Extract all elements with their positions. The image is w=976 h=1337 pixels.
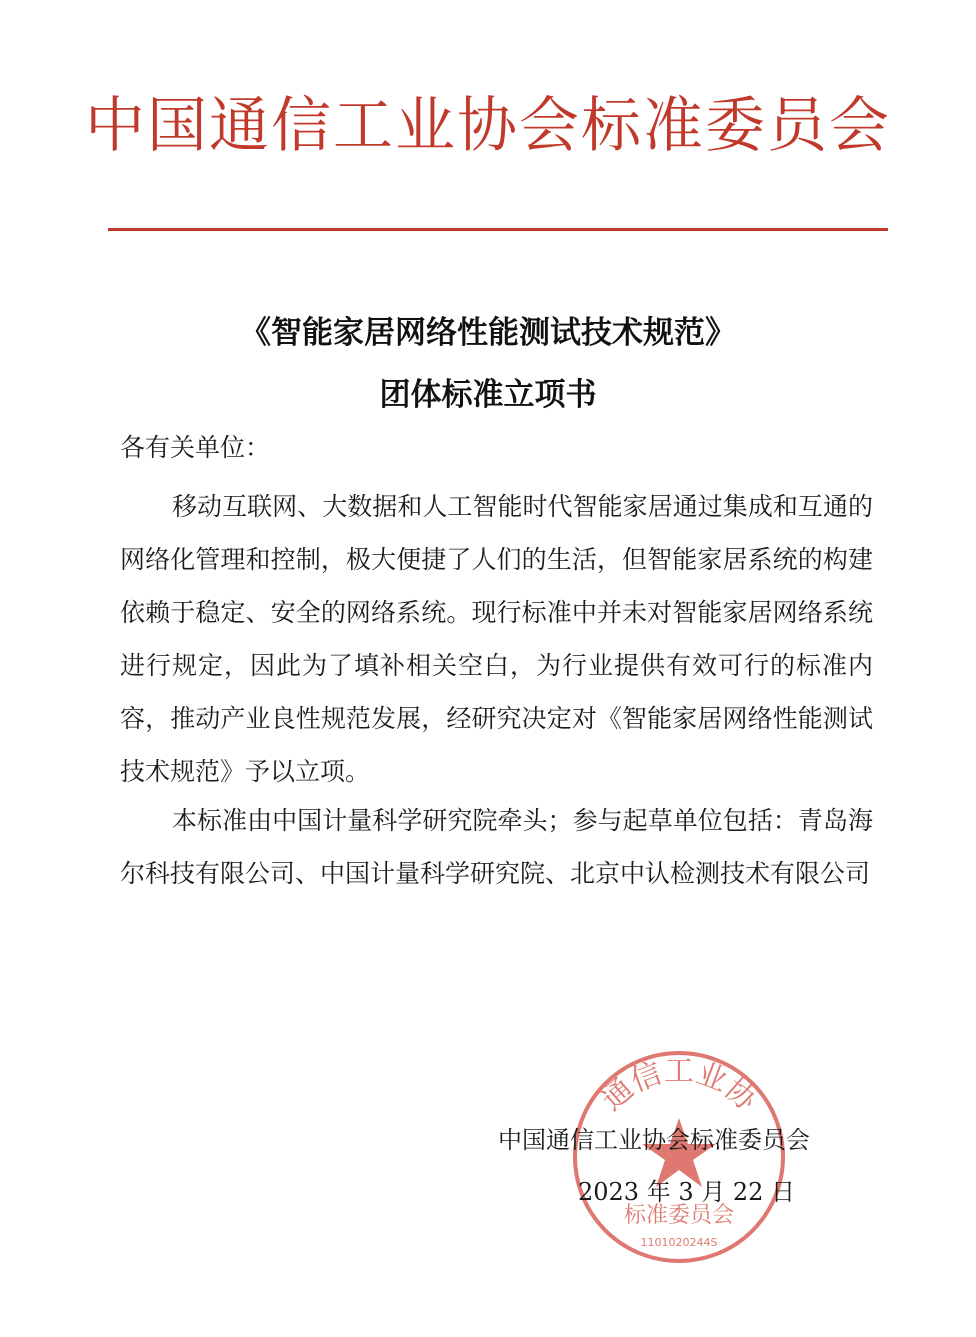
salutation: 各有关单位： [120,433,271,462]
body-paragraph: 本标准由中国计量科学研究院牵头；参与起草单位包括：青岛海尔科技有限公司、中国计量科学研究院、北京中认检测技术有限公司 [120,806,873,888]
signature-organization: 中国通信工业协会标准委员会 [498,1126,810,1154]
document-title: 《智能家居网络性能测试技术规范》 [240,315,736,351]
official-seal [568,1046,790,1268]
letterhead-divider [108,228,888,231]
body-paragraph: 移动互联网、大数据和人工智能时代智能家居通过集成和互通的网络化管理和控制，极大便捷了人们的生活，但智能家居系统的构建依赖于稳定、安全的网络系统。现行标准中并未对智能家居网络系统进行规定，因此为了填补相关空白，为行业提供有效可行的标准内容，推动产业良性规范发展，经研究决定对《智能家居网络性能测试技术规范》予以立项。 [120,492,873,786]
seal-inner-text: 标准委员会 [623,1203,735,1228]
seal-code: 1101020244S [640,1236,718,1249]
signature-date: 2023 年 3 月 22 日 [578,1178,796,1206]
seal-ring-text: 通信工业协 [594,1054,764,1118]
letterhead-title: 中国通信工业协会标准委员会 [85,91,891,161]
document-subtitle: 团体标准立项书 [379,377,597,413]
